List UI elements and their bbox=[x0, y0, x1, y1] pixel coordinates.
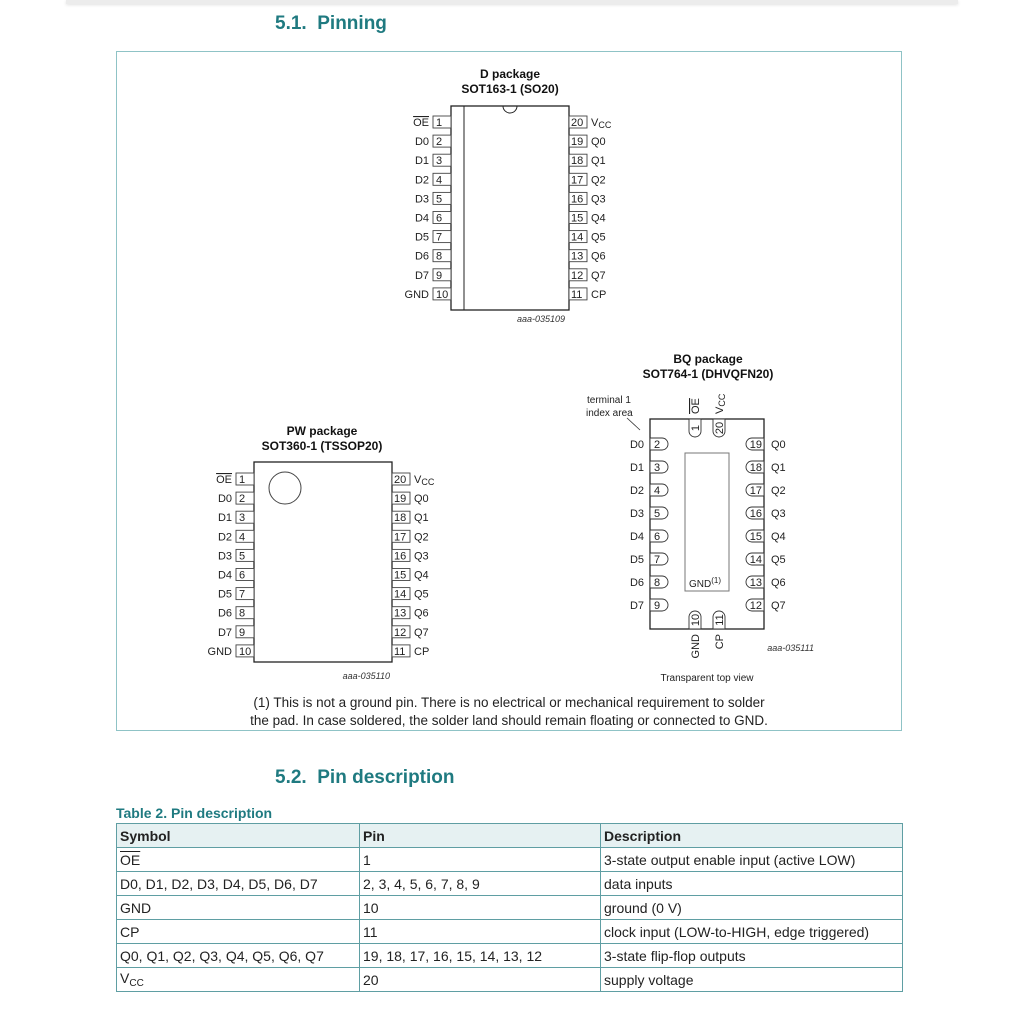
bq-pin-label-q6: Q6 bbox=[771, 577, 786, 589]
d-pin-label-gnd: GND bbox=[404, 288, 429, 301]
d-pin-label-q1: Q1 bbox=[591, 155, 606, 168]
bq-pin-number-1: 1 bbox=[690, 424, 702, 432]
bq-pin-number-9: 9 bbox=[654, 600, 661, 612]
pw-pin-label-d4: D4 bbox=[217, 569, 232, 582]
cell-symbol: D0, D1, D2, D3, D4, D5, D6, D7 bbox=[117, 872, 360, 896]
bq-pin-label-cp: CP bbox=[714, 634, 726, 650]
pw-pin-number-8: 8 bbox=[239, 607, 246, 620]
bq-pin-label-q2: Q2 bbox=[771, 485, 786, 497]
bq-pin-label-vcc: VCC bbox=[714, 393, 727, 414]
pinning-figure bbox=[116, 51, 902, 731]
pw-pin-number-4: 4 bbox=[239, 531, 246, 544]
pw-pin-number-11: 11 bbox=[394, 645, 406, 658]
pw-pin-label-q6: Q6 bbox=[414, 607, 429, 620]
bq-package-title: BQ package bbox=[673, 352, 743, 366]
d-pin-label-d1: D1 bbox=[414, 155, 429, 168]
d-pin-number-1: 1 bbox=[436, 117, 443, 129]
d-pin-number-4: 4 bbox=[436, 174, 443, 187]
pw-pin-label-vcc: VCC bbox=[414, 474, 435, 487]
pw-pin-number-20: 20 bbox=[394, 474, 407, 486]
symbol-vcc-main: V bbox=[120, 970, 130, 986]
d-package-body bbox=[451, 106, 569, 310]
cell-pin: 11 bbox=[360, 920, 601, 944]
d-pin-number-17: 17 bbox=[571, 174, 584, 187]
pw-pin-number-13: 13 bbox=[394, 607, 407, 620]
cell-description: clock input (LOW-to-HIGH, edge triggered) bbox=[601, 920, 903, 944]
pw-package-diagram bbox=[208, 424, 435, 681]
d-package-subtitle: SOT163-1 (SO20) bbox=[461, 82, 559, 96]
table-row bbox=[117, 920, 903, 944]
bq-pin-label-q1: Q1 bbox=[771, 462, 786, 474]
d-pin-label-q4: Q4 bbox=[591, 212, 606, 225]
pw-pin-number-5: 5 bbox=[239, 550, 246, 563]
d-pin-label-q6: Q6 bbox=[591, 250, 606, 263]
pw-pin-number-14: 14 bbox=[394, 588, 407, 601]
pw-package-body bbox=[254, 462, 392, 662]
bq-pin-number-19: 19 bbox=[749, 439, 762, 451]
d-package-code: aaa-035109 bbox=[516, 314, 565, 324]
table-header-row bbox=[117, 824, 903, 848]
d-pin-label-q2: Q2 bbox=[591, 174, 606, 187]
bq-pin-label-q4: Q4 bbox=[771, 531, 786, 543]
pw-pin-number-7: 7 bbox=[239, 588, 246, 601]
d-pin-number-13: 13 bbox=[571, 250, 584, 263]
bq-pin-label-q5: Q5 bbox=[771, 554, 786, 566]
pw-pin-label-q5: Q5 bbox=[414, 588, 429, 601]
bq-pin-number-16: 16 bbox=[749, 508, 762, 520]
pw-pin-number-18: 18 bbox=[394, 512, 407, 525]
pw-pin-number-17: 17 bbox=[394, 531, 407, 544]
pw-pin-label-q7: Q7 bbox=[414, 626, 429, 639]
d-pin-label-d4: D4 bbox=[414, 212, 429, 225]
bq-package-code: aaa-035111 bbox=[767, 643, 814, 653]
cell-pin: 19, 18, 17, 16, 15, 14, 13, 12 bbox=[360, 944, 601, 968]
d-pin-number-18: 18 bbox=[571, 155, 584, 168]
d-package-title: D package bbox=[479, 67, 541, 81]
d-pin-number-14: 14 bbox=[571, 231, 584, 244]
bq-pin-number-11: 11 bbox=[714, 614, 726, 626]
bq-pin-number-15: 15 bbox=[749, 531, 762, 543]
pw-package-code: aaa-035110 bbox=[342, 671, 390, 681]
pw-pin-number-2: 2 bbox=[239, 493, 246, 506]
pw-pin-number-19: 19 bbox=[394, 493, 407, 506]
cell-symbol bbox=[117, 968, 360, 992]
d-pin-label-d0: D0 bbox=[414, 136, 429, 149]
bq-pin-number-20: 20 bbox=[714, 421, 726, 435]
bq-pin-label-oe: OE bbox=[690, 398, 702, 414]
table-row bbox=[117, 896, 903, 920]
bq-pin-number-4: 4 bbox=[654, 485, 661, 497]
d-pin-number-2: 2 bbox=[436, 136, 443, 149]
bq-pin-number-6: 6 bbox=[654, 531, 661, 543]
pw-pin-number-1: 1 bbox=[239, 474, 246, 486]
d-pin-number-5: 5 bbox=[436, 193, 443, 206]
pw-pin-label-d6: D6 bbox=[217, 607, 232, 620]
pw-pin-label-d2: D2 bbox=[217, 531, 232, 544]
bq-index-leader-line bbox=[627, 418, 640, 430]
d-pin-number-12: 12 bbox=[571, 269, 584, 282]
d-pin-number-6: 6 bbox=[436, 212, 443, 225]
d-pin-number-16: 16 bbox=[571, 193, 584, 206]
section-title-pin-description: 5.2. Pin description bbox=[275, 767, 455, 788]
d-pin-label-q0: Q0 bbox=[591, 136, 606, 149]
pw-pin-number-12: 12 bbox=[394, 626, 407, 639]
d-pin-number-15: 15 bbox=[571, 212, 584, 225]
d-pin-number-8: 8 bbox=[436, 250, 443, 263]
page-top-edge bbox=[66, 0, 958, 4]
d-pin-label-oe: OE bbox=[413, 117, 429, 129]
table-row bbox=[117, 872, 903, 896]
bq-pin-label-gnd: GND bbox=[690, 634, 702, 659]
symbol-vcc-sub: CC bbox=[129, 978, 144, 989]
bq-pin-number-13: 13 bbox=[749, 577, 762, 589]
bq-pin-label-q3: Q3 bbox=[771, 508, 786, 520]
pw-pin-number-15: 15 bbox=[394, 569, 407, 582]
cell-description: 3-state output enable input (active LOW) bbox=[601, 848, 903, 872]
pw-pin-label-d3: D3 bbox=[217, 550, 232, 563]
bq-pin-number-18: 18 bbox=[749, 462, 762, 474]
bq-center-pad bbox=[685, 453, 729, 591]
pw-pin-label-d7: D7 bbox=[217, 626, 232, 639]
pw-pin-label-d5: D5 bbox=[217, 588, 232, 601]
cell-pin: 10 bbox=[360, 896, 601, 920]
header-pin: Pin bbox=[360, 824, 601, 848]
table-caption: Table 2. Pin description bbox=[116, 805, 273, 821]
pw-pin-label-oe: OE bbox=[216, 474, 232, 486]
bq-pin-number-8: 8 bbox=[654, 577, 661, 589]
pw-pin-number-6: 6 bbox=[239, 569, 246, 582]
footnote bbox=[117, 694, 901, 730]
bq-pin-label-q0: Q0 bbox=[771, 439, 786, 451]
bq-pin-label-d3: D3 bbox=[629, 508, 644, 520]
d-package-diagram bbox=[405, 67, 612, 324]
pw-package-title: PW package bbox=[286, 424, 358, 438]
pw-pin-label-q2: Q2 bbox=[414, 531, 429, 544]
bq-pin-number-3: 3 bbox=[654, 462, 661, 474]
d-pin-number-20: 20 bbox=[571, 117, 584, 129]
bq-pin-label-d0: D0 bbox=[629, 439, 644, 451]
cell-description: supply voltage bbox=[601, 968, 903, 992]
pw-pin-number-3: 3 bbox=[239, 512, 246, 525]
pin-description-table bbox=[116, 823, 903, 992]
d-pin-label-d7: D7 bbox=[414, 269, 429, 282]
bq-pin-label-d4: D4 bbox=[629, 531, 644, 543]
d-pin-number-10: 10 bbox=[436, 288, 449, 301]
cell-symbol: Q0, Q1, Q2, Q3, Q4, Q5, Q6, Q7 bbox=[117, 944, 360, 968]
bq-package-subtitle: SOT764-1 (DHVQFN20) bbox=[642, 367, 774, 381]
bq-pin-number-7: 7 bbox=[654, 554, 661, 566]
d-pin-label-d5: D5 bbox=[414, 231, 429, 244]
bq-pin-label-d2: D2 bbox=[629, 485, 644, 497]
footnote-line-1: (1) This is not a ground pin. There is no electrical or mechanical requirement to solder bbox=[253, 695, 765, 710]
d-pin-label-d2: D2 bbox=[414, 174, 429, 187]
cell-description: 3-state flip-flop outputs bbox=[601, 944, 903, 968]
bq-center-pad-label: GND$^{(1)}$ bbox=[689, 576, 722, 590]
d-pin-label-d6: D6 bbox=[414, 250, 429, 263]
d-pin-label-q5: Q5 bbox=[591, 231, 606, 244]
pw-pin-number-9: 9 bbox=[239, 626, 246, 639]
pw-pin-number-16: 16 bbox=[394, 550, 407, 563]
bq-pin-number-12: 12 bbox=[749, 600, 762, 612]
pw-package-subtitle: SOT360-1 (TSSOP20) bbox=[261, 439, 383, 453]
bq-pin-number-10: 10 bbox=[690, 613, 702, 627]
bq-index-label-line1: terminal 1 bbox=[587, 395, 631, 406]
pinning-diagrams bbox=[117, 52, 903, 692]
d-pin-label-q3: Q3 bbox=[591, 193, 606, 206]
header-symbol: Symbol bbox=[117, 824, 360, 848]
bq-pin-number-17: 17 bbox=[749, 485, 762, 497]
bq-package-diagram bbox=[586, 352, 814, 684]
cell-description: data inputs bbox=[601, 872, 903, 896]
header-description: Description bbox=[601, 824, 903, 848]
cell-pin: 20 bbox=[360, 968, 601, 992]
symbol-oe: $\overline{OE}$ bbox=[120, 851, 141, 868]
pw-pin-label-q0: Q0 bbox=[414, 493, 429, 506]
cell-pin: 1 bbox=[360, 848, 601, 872]
pw-pin-label-d1: D1 bbox=[217, 512, 232, 525]
table-row bbox=[117, 968, 903, 992]
cell-symbol bbox=[117, 848, 360, 872]
d-pin-label-vcc: VCC bbox=[591, 117, 612, 130]
table-row bbox=[117, 944, 903, 968]
d-pin-number-11: 11 bbox=[571, 288, 583, 301]
section-title-pinning: 5.1. Pinning bbox=[275, 13, 387, 34]
pw-pin-label-d0: D0 bbox=[217, 493, 232, 506]
bq-pin-label-d6: D6 bbox=[629, 577, 644, 589]
d-pin-number-19: 19 bbox=[571, 136, 584, 149]
pw-pin-number-10: 10 bbox=[239, 645, 252, 658]
d-pin-number-3: 3 bbox=[436, 155, 443, 168]
bq-pin-label-d1: D1 bbox=[629, 462, 644, 474]
table-row bbox=[117, 848, 903, 872]
bq-pin-label-d5: D5 bbox=[629, 554, 644, 566]
d-pin-number-9: 9 bbox=[436, 269, 443, 282]
pw-pin-label-q3: Q3 bbox=[414, 550, 429, 563]
bq-pin-number-2: 2 bbox=[654, 439, 661, 451]
d-pin-number-7: 7 bbox=[436, 231, 443, 244]
d-pin-label-cp: CP bbox=[591, 288, 607, 301]
d-pin-label-q7: Q7 bbox=[591, 269, 606, 282]
bq-pin-label-q7: Q7 bbox=[771, 600, 786, 612]
pw-pin-label-q1: Q1 bbox=[414, 512, 429, 525]
bq-pin-label-d7: D7 bbox=[629, 600, 644, 612]
pw-pin-label-cp: CP bbox=[414, 645, 430, 658]
pw-pin-label-gnd: GND bbox=[207, 645, 232, 658]
cell-pin: 2, 3, 4, 5, 6, 7, 8, 9 bbox=[360, 872, 601, 896]
bq-pin-number-14: 14 bbox=[749, 554, 762, 566]
d-pin-label-d3: D3 bbox=[414, 193, 429, 206]
bq-pin-number-5: 5 bbox=[654, 508, 661, 520]
bq-index-label-line2: index area bbox=[586, 408, 633, 419]
pw-pin-label-q4: Q4 bbox=[414, 569, 429, 582]
cell-symbol: GND bbox=[117, 896, 360, 920]
cell-description: ground (0 V) bbox=[601, 896, 903, 920]
cell-symbol: CP bbox=[117, 920, 360, 944]
footnote-line-2: the pad. In case soldered, the solder land should remain floating or connected to GND. bbox=[250, 713, 768, 728]
bq-view-label: Transparent top view bbox=[660, 673, 754, 684]
